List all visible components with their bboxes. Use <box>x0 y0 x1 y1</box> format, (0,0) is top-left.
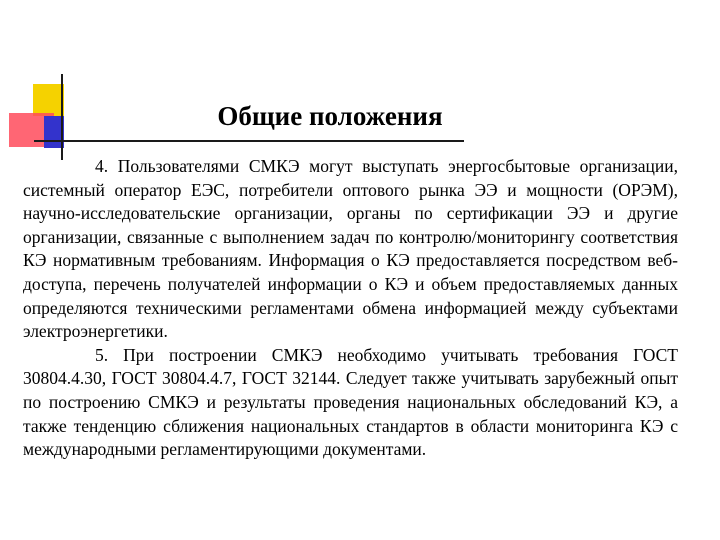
yellow-square <box>33 84 64 116</box>
body-text <box>23 155 678 462</box>
vertical-rule <box>61 74 63 160</box>
paragraph-5: 5. При построении СМКЭ необходимо учитывать требования ГОСТ 30804.4.30, ГОСТ 30804.4.7, ГОСТ 32144. Следует также учитывать зарубежный опыт по построению СМКЭ и результаты проведения национальных обследований КЭ, а также тенденцию сближения национальных стандартов в области мониторинга КЭ с международными регламентирующими документами. <box>23 344 678 460</box>
title-underline <box>34 140 464 142</box>
page-title: Общие положения <box>217 101 443 131</box>
decorative-squares <box>0 0 160 170</box>
paragraph-4: 4. Пользователями СМКЭ могут выступать энергосбытовые организации, системный оператор ЕЭС, потребители оптового рынка ЭЭ и мощности (ОРЭМ), научно-исследовательские организации, органы по сертификации ЭЭ и другие организации, связанные с выполнением задач по контролю/мониторингу соответствия КЭ нормативным требованиям. Информация о КЭ предоставляется посредством веб-доступа, перечень получателей информации о КЭ и объем предоставляемых данных определяются техническими регламентами обмена информацией между субъектами электроэнергетики. <box>23 156 678 342</box>
